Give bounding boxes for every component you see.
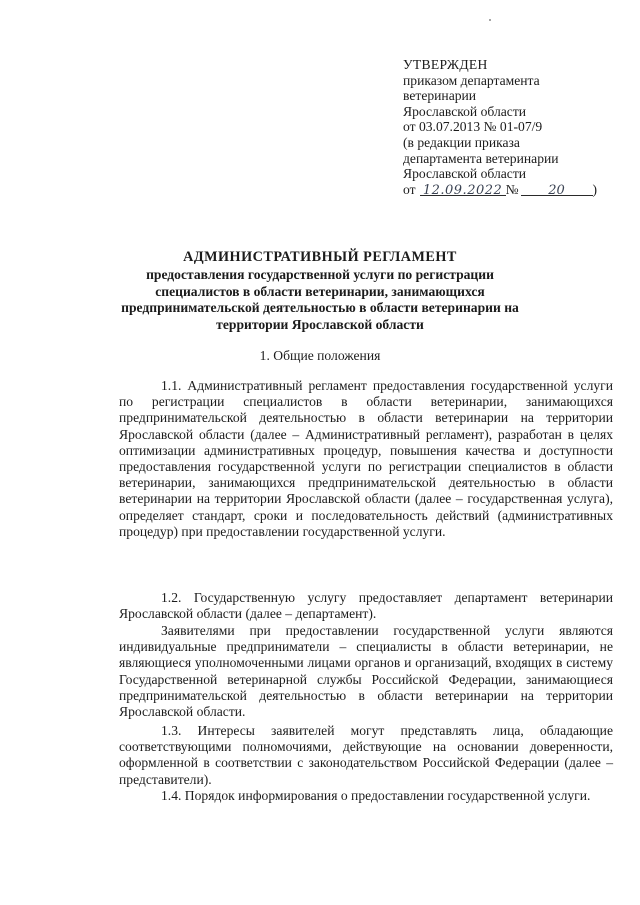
approval-line: приказом департамента (403, 72, 540, 88)
paragraph-1-2: 1.2. Государственную услугу предоставляет департамент ветеринарии Ярославской области (далее – департамент). (119, 590, 613, 622)
paragraph-1-3: 1.3. Интересы заявителей могут представлять лица, обладающие соответствующими полномочиями, действующие на основании доверенности, оформленной в соответствии с законодательством Российской Федерации (далее – представители). (119, 723, 613, 787)
handwritten-number: 20 (521, 183, 593, 199)
paragraph-1-4: 1.4. Порядок информирования о предоставлении государственной услуги. (161, 788, 591, 803)
approval-line: (в редакции приказа (403, 134, 520, 150)
approval-block (403, 57, 618, 198)
title-subtitle: предоставления государственной услуги по регистрации специалистов в области ветеринарии, занимающихся предпринимательской деятельностью в области ветеринарии на территории Ярославской области (121, 267, 519, 332)
handwritten-date: 12.09.2022 (420, 183, 506, 199)
approval-signature-line (403, 182, 618, 199)
approval-line: от 03.07.2013 № 01-07/9 (403, 119, 543, 135)
number-sign: № (505, 181, 519, 197)
title-main: АДМИНИСТРАТИВНЫЙ РЕГЛАМЕНТ (183, 249, 457, 265)
document-title (112, 247, 528, 333)
approval-line: Ярославской области (403, 166, 527, 182)
approval-line: Ярославской области (403, 103, 527, 119)
closing-paren: ) (592, 181, 598, 197)
paragraph-applicants: Заявителями при предоставлении государственной услуги являются индивидуальные предприниматели – специалисты в области ветеринарии, не являющиеся уполномоченными лицами органов и организаций, входящих в систему Государственной ветеринарной службы Российской Федерации, занимающиеся предпринимательской деятельностью в области ветеринарии на территории Ярославской области. (119, 623, 613, 720)
scan-speck (489, 19, 491, 21)
approval-prefix: от (403, 181, 416, 197)
approval-heading: УТВЕРЖДЕН (403, 57, 488, 72)
section-heading: 1. Общие положения (259, 348, 381, 363)
paragraph-1-1: 1.1. Административный регламент предоставления государственной услуги по регистрации специалистов в области ветеринарии, занимающихся предпринимательской деятельностью в области ветеринарии на территории Ярославской области (далее – Административный регламент), разработан в целях оптимизации административных процедур, повышения качества и доступности предоставления государственной услуги по регистрации специалистов в области ветеринарии, занимающихся предпринимательской деятельностью в области ветеринарии на территории Ярославской области (далее – государственная услуга), определяет стандарт, сроки и последовательность действий (административных процедур) при предоставлении государственной услуги. (119, 378, 613, 539)
approval-line: департамента ветеринарии (403, 150, 559, 166)
approval-line: ветеринарии (403, 88, 477, 104)
